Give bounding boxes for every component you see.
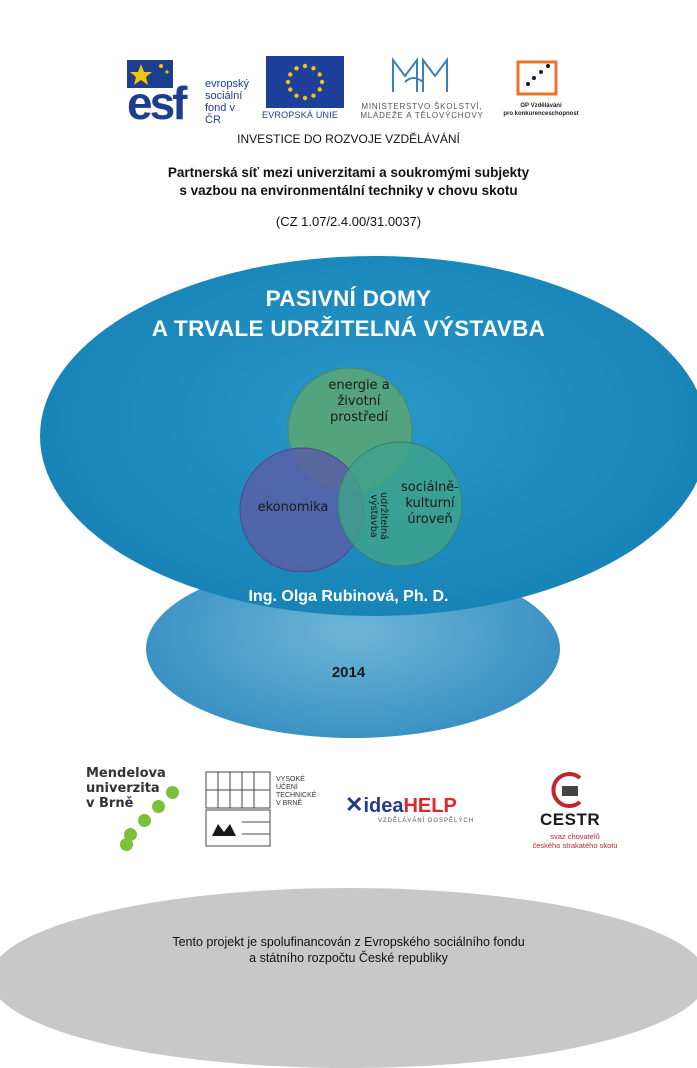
mendel-university-logo-text: Mendelova univerzita v Brně — [86, 766, 166, 811]
venn-label-economy: ekonomika — [257, 500, 329, 515]
esf-text: evropský sociální fond v ČR — [205, 78, 250, 126]
ideahelp-logo — [345, 792, 457, 818]
vut-logo-icon — [204, 770, 272, 848]
footer-ellipse — [0, 888, 697, 1068]
eu-flag-icon — [266, 56, 344, 108]
footer-text: Tento projekt je spolufinancován z Evropského sociálního fondu a státního rozpočtu České republiky — [172, 935, 525, 965]
cestr-text: CESTR — [540, 810, 601, 829]
ideahelp-idea: idea — [363, 795, 404, 817]
venn-label-social: sociálně- kulturní úroveň — [401, 480, 459, 527]
sustainability-venn-diagram — [230, 362, 480, 572]
cover-title-line2: A TRVALE UDRŽITELNÁ VÝSTAVBA — [151, 316, 546, 341]
mendel-dot-icon — [166, 786, 179, 799]
cestr-subtitle: svaz chovatelů českého strakatého skotu — [532, 832, 618, 850]
project-title-line2: s vazbou na environmentální techniky v chovu skotu — [179, 183, 518, 198]
op-logo-icon — [514, 58, 560, 98]
cover-title — [0, 284, 697, 344]
msmt-text: MINISTERSTVO ŠKOLSTVÍ, MLÁDEŽE A TĚLOVÝCHOVY — [360, 102, 484, 120]
cestr-logo-icon — [546, 770, 588, 810]
op-text: OP Vzdělávání pro konkurenceschopnost — [503, 103, 579, 117]
project-title — [0, 164, 697, 200]
ideahelp-subtitle: VZDĚLÁVÁNÍ DOSPĚLÝCH — [378, 818, 475, 824]
venn-label-energy: energie a životní prostředí — [328, 378, 390, 425]
investice-heading: INVESTICE DO ROZVOJE VZDĚLÁVÁNÍ — [237, 132, 460, 146]
author: Ing. Olga Rubinová, Ph. D. — [248, 588, 449, 605]
cover-title-line1: PASIVNÍ DOMY — [265, 286, 432, 311]
eu-label: EVROPSKÁ UNIE — [262, 110, 339, 120]
mendel-dot-icon — [152, 800, 165, 813]
vut-text: VYSOKÉ UČENÍ TECHNICKÉ V BRNĚ — [276, 776, 317, 807]
project-title-line1: Partnerská síť mezi univerzitami a soukromými subjekty — [167, 165, 530, 180]
ideahelp-mark-icon: ✕ — [345, 792, 364, 817]
venn-label-center: udržitelná výstavba — [368, 492, 389, 540]
project-code: (CZ 1.07/2.4.00/31.0037) — [275, 214, 422, 229]
mendel-dot-icon — [120, 838, 133, 851]
esf-letters: esf — [127, 77, 185, 129]
esf-logo — [127, 56, 250, 129]
year: 2014 — [331, 664, 366, 681]
mendel-dot-icon — [138, 814, 151, 827]
msmt-logo-icon — [385, 52, 455, 102]
ideahelp-help: HELP — [403, 795, 457, 817]
